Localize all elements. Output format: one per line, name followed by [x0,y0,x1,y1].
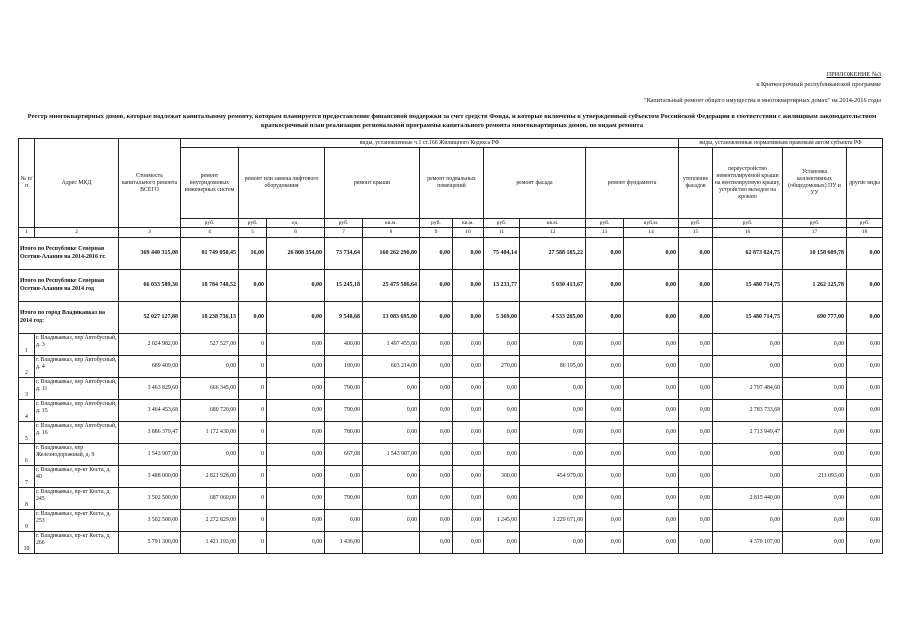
row-value-cell: 0,00 [679,334,713,356]
row-value-cell: 0,00 [783,510,847,532]
row-value-cell: 0,00 [783,356,847,378]
col-address-header: Адрес МКД [35,139,119,228]
row-value-cell: 0,00 [420,532,453,554]
row-address: г. Владикавказ, пр-кт Коста, д. 253 [35,510,119,532]
unit-cell: руб. [586,219,624,228]
row-number: 6 [19,444,35,466]
row-value-cell: 0,00 [420,356,453,378]
total-value-cell: 18 784 748,52 [181,270,239,302]
row-value-cell: 0,00 [847,356,883,378]
column-number-cell: 14 [624,228,679,238]
row-value-cell: 1 543 907,00 [119,444,181,466]
table-row [19,334,883,356]
total-value-cell: 26 808 354,00 [267,238,325,270]
unit-cell: руб. [181,219,239,228]
total-value-cell: 0,00 [847,302,883,334]
row-value-cell: 0,00 [363,378,420,400]
row-number: 8 [19,488,35,510]
row-value-cell: 1 436,00 [325,532,363,554]
column-number-cell: 15 [679,228,713,238]
row-value-cell: 689 409,00 [119,356,181,378]
row-value-cell: 0,00 [520,378,586,400]
row-value-cell: 0,00 [586,356,624,378]
unit-cell: руб. [325,219,363,228]
unit-cell: руб. [847,219,883,228]
unit-cell: руб. [420,219,453,228]
total-value-cell: 0,00 [624,238,679,270]
total-value-cell: 25 475 586,64 [363,270,420,302]
row-value-cell: 4 370 107,00 [713,532,783,554]
row-value-cell: 0,00 [847,444,883,466]
document-title: Реестр многоквартирных домов, которые подлежат капитальному ремонту, которым планируется предоставление финансовой поддержки за счет средств Фонда, и которые включены в утвержденный субъектом Российской Федерации в соответствии с жилищным законодательством краткосрочный план реализации региональной программы капитального ремонта многоквартирных домов, по видам ремонта [27,113,877,129]
column-number-cell: 5 [239,228,267,238]
total-label: Итого по город Владикавказ на 2014 год: [19,302,119,334]
row-value-cell: 0,00 [484,488,520,510]
row-value-cell: 0,00 [181,356,239,378]
row-value-cell: 0,00 [847,532,883,554]
row-value-cell: 0,00 [847,422,883,444]
row-value-cell: 667,08 [325,444,363,466]
table-row [19,422,883,444]
row-value-cell: 0,00 [520,334,586,356]
row-address: г. Владикавказ, пр-кт Коста, д. 245 [35,488,119,510]
row-value-cell: 0,00 [713,334,783,356]
col-insulation-header: утепление фасадов [679,148,713,219]
row-value-cell: 790,00 [325,400,363,422]
table-row [19,400,883,422]
row-value-cell: 0,00 [267,488,325,510]
total-value-cell: 0,00 [847,238,883,270]
row-value-cell: 0,00 [363,488,420,510]
row-address: г. Владикавказ, пер Железнодорожный, д. 9 [35,444,119,466]
row-value-cell [363,532,420,554]
row-value-cell: 0,00 [325,510,363,532]
row-value-cell: 0,00 [679,532,713,554]
row-value-cell: 1 421 193,00 [181,532,239,554]
row-value-cell: 0,00 [783,444,847,466]
unit-cell: руб. [713,219,783,228]
row-value-cell: 0,00 [847,400,883,422]
row-value-cell: 2 815 440,00 [713,488,783,510]
row-value-cell: 190,00 [325,356,363,378]
row-value-cell: 0 [239,488,267,510]
total-value-cell: 0,00 [453,302,484,334]
unit-cell: куб.м. [624,219,679,228]
row-value-cell: 0,00 [453,422,484,444]
row-value-cell: 0 [239,466,267,488]
row-value-cell: 3 464 453,68 [119,400,181,422]
row-number: 1 [19,334,35,356]
row-value-cell: 0 [239,356,267,378]
total-value-cell: 75 404,14 [484,238,520,270]
row-value-cell: 454 979,00 [520,466,586,488]
total-value-cell: 73 734,64 [325,238,363,270]
row-value-cell: 1 172 430,00 [181,422,239,444]
row-value-cell: 0,00 [624,400,679,422]
total-value-cell: 52 027 127,88 [119,302,181,334]
row-value-cell: 2 024 982,00 [119,334,181,356]
row-value-cell: 0,00 [484,400,520,422]
row-value-cell: 0,00 [847,510,883,532]
row-number: 9 [19,510,35,532]
total-value-cell: 9 548,68 [325,302,363,334]
total-value-cell: 0,00 [679,270,713,302]
table-row [19,444,883,466]
row-value-cell: 0,00 [679,510,713,532]
col-cost-header: Стоимость капитального ремонта ВСЕГО [119,139,181,228]
row-number: 5 [19,422,35,444]
row-value-cell: 0,00 [453,466,484,488]
row-value-cell: 0,00 [624,378,679,400]
column-number-cell: 10 [453,228,484,238]
column-number-cell: 8 [363,228,420,238]
row-value-cell: 0,00 [520,488,586,510]
row-number: 7 [19,466,35,488]
group-main-header: виды, установленные ч.1 ст.166 Жилищного Кодекса РФ [181,139,679,148]
unit-cell: руб. [484,219,520,228]
total-value-cell: 369 440 315,08 [119,238,181,270]
row-value-cell: 3 886 379,47 [119,422,181,444]
row-value-cell: 0,00 [453,444,484,466]
total-value-cell: 1 262 125,78 [783,270,847,302]
total-value-cell: 0,00 [847,270,883,302]
row-value-cell: 1 497 455,00 [363,334,420,356]
total-value-cell: 0,00 [586,270,624,302]
col-facade-header: ремонт фасада [484,148,586,219]
column-number-cell: 13 [586,228,624,238]
row-value-cell: 0,00 [713,510,783,532]
column-number-cell: 3 [119,228,181,238]
row-value-cell: 0,00 [267,466,325,488]
total-value-cell: 13 233,77 [484,270,520,302]
row-value-cell: 0,00 [484,334,520,356]
row-value-cell: 0,00 [679,422,713,444]
total-value-cell: 160 262 290,80 [363,238,420,270]
row-value-cell: 0,00 [484,378,520,400]
row-value-cell: 86 195,00 [520,356,586,378]
row-number: 10 [19,532,35,554]
row-value-cell: 0,00 [713,466,783,488]
row-value-cell: 0,00 [586,510,624,532]
column-number-cell: 17 [783,228,847,238]
column-number-cell: 1 [19,228,35,238]
row-value-cell: 0,00 [420,378,453,400]
row-value-cell: 0,00 [267,444,325,466]
total-value-cell: 0,00 [267,270,325,302]
row-number: 2 [19,356,35,378]
total-value-cell: 0,00 [453,270,484,302]
column-number-cell: 12 [520,228,586,238]
row-value-cell: 0,00 [325,466,363,488]
row-value-cell: 0 [239,378,267,400]
row-value-cell: 0,00 [181,444,239,466]
row-value-cell: 0,00 [847,466,883,488]
total-value-cell: 27 588 185,22 [520,238,586,270]
total-label: Итого по Республике Северная Осетия-Алания на 2014-2016 гг. [19,238,119,270]
row-value-cell: 687 060,00 [181,488,239,510]
total-value-cell: 81 749 050,45 [181,238,239,270]
row-value-cell: 0,00 [520,422,586,444]
row-value-cell: 0 [239,532,267,554]
table-row [19,532,883,554]
row-value-cell: 270,00 [484,356,520,378]
column-number-cell: 16 [713,228,783,238]
row-value-cell: 0,00 [624,510,679,532]
row-value-cell: 666 345,00 [181,378,239,400]
row-value-cell: 0,00 [713,444,783,466]
unit-cell: ед. [267,219,325,228]
row-address: г. Владикавказ, пер Автобусный, д. 16 [35,422,119,444]
row-value-cell: 0,00 [453,356,484,378]
total-value-cell: 690 777,00 [783,302,847,334]
total-value-cell: 0,00 [679,238,713,270]
table-row [19,510,883,532]
total-value-cell: 0,00 [267,302,325,334]
row-value-cell: 0,00 [453,488,484,510]
column-number-cell: 4 [181,228,239,238]
row-value-cell: 0,00 [267,378,325,400]
table-row [19,356,883,378]
table-body [19,238,883,554]
row-value-cell: 0,00 [520,532,586,554]
total-value-cell: 0,00 [239,270,267,302]
col-basement-header: ремонт подвальных помещений [420,148,484,219]
table-row [19,466,883,488]
row-value-cell: 0,00 [420,466,453,488]
row-value-cell: 0 [239,334,267,356]
row-value-cell: 0,00 [679,488,713,510]
row-address: г. Владикавказ, пер Автобусный, д. 15 [35,400,119,422]
row-value-cell: 0,00 [267,422,325,444]
row-value-cell: 790,00 [325,378,363,400]
total-value-cell: 0,00 [420,302,453,334]
unit-cell: кв.м. [520,219,586,228]
total-value-cell: 13 083 695,00 [363,302,420,334]
total-row [19,270,883,302]
row-value-cell: 0,00 [420,400,453,422]
column-number-cell: 18 [847,228,883,238]
row-value-cell: 0,00 [624,356,679,378]
row-value-cell: 2 272 829,00 [181,510,239,532]
row-value-cell: 0,00 [847,334,883,356]
row-value-cell: 0,00 [783,422,847,444]
row-value-cell: 0,00 [267,356,325,378]
row-value-cell: 0,00 [679,444,713,466]
total-value-cell: 66 033 589,36 [119,270,181,302]
row-number: 4 [19,400,35,422]
row-value-cell: 0 [239,400,267,422]
row-value-cell: 0,00 [420,510,453,532]
unit-cell: кв.м. [453,219,484,228]
row-value-cell: 0,00 [420,444,453,466]
row-value-cell: 0,00 [586,532,624,554]
total-value-cell: 15 480 714,75 [713,270,783,302]
column-number-cell: 9 [420,228,453,238]
row-value-cell: 0,00 [847,378,883,400]
row-value-cell: 0,00 [586,400,624,422]
row-value-cell: 2 797 484,60 [713,378,783,400]
unit-cell: кв.м. [363,219,420,228]
total-value-cell: 62 873 824,75 [713,238,783,270]
row-address: г. Владикавказ, пр-кт Коста, д. 266 [35,532,119,554]
row-value-cell: 400,00 [325,334,363,356]
total-row [19,238,883,270]
row-value-cell: 0,00 [624,422,679,444]
total-value-cell: 5 369,00 [484,302,520,334]
row-value-cell: 3 502 500,00 [119,488,181,510]
row-value-cell: 0,00 [484,422,520,444]
row-value-cell: 0,00 [586,422,624,444]
row-address: г. Владикавказ, пр-кт Коста, д. 40 [35,466,119,488]
row-value-cell: 2 821 928,00 [181,466,239,488]
total-value-cell: 0,00 [679,302,713,334]
total-value-cell: 18 238 736,13 [181,302,239,334]
row-value-cell: 0,00 [453,510,484,532]
row-value-cell: 603 214,00 [363,356,420,378]
total-value-cell: 10 158 609,78 [783,238,847,270]
row-value-cell: 0,00 [363,510,420,532]
row-value-cell: 0,00 [624,444,679,466]
row-value-cell: 0,00 [679,356,713,378]
total-value-cell: 0,00 [453,238,484,270]
row-value-cell: 0,00 [847,488,883,510]
col-roof-header: ремонт крыши [325,148,420,219]
row-value-cell: 0,00 [586,444,624,466]
col-redesign-header: переустройство невентилируемой крыши на вентилируемую крышу, устройство выходов на кровлю [713,148,783,219]
column-number-cell: 7 [325,228,363,238]
row-value-cell: 0,00 [679,400,713,422]
row-value-cell: 0,00 [453,378,484,400]
row-value-cell: 0,00 [420,488,453,510]
row-value-cell: 0 [239,444,267,466]
row-value-cell: 0,00 [453,334,484,356]
row-value-cell: 1 543 907,00 [363,444,420,466]
total-value-cell: 0,00 [586,302,624,334]
row-value-cell: 300,00 [484,466,520,488]
row-value-cell: 0,00 [783,532,847,554]
row-value-cell: 3 463 829,60 [119,378,181,400]
col-no-header: № п/п [19,139,35,228]
row-value-cell: 0,00 [783,334,847,356]
total-value-cell: 4 533 205,00 [520,302,586,334]
col-foundation-header: ремонт фундамента [586,148,679,219]
row-value-cell: 0,00 [420,334,453,356]
row-value-cell: 0,00 [586,334,624,356]
row-value-cell: 0,00 [679,466,713,488]
group-extra-header: виды, установленные нормативным правовым актом субъекта РФ [679,139,883,148]
row-value-cell: 0 [239,510,267,532]
total-value-cell: 15 480 714,75 [713,302,783,334]
row-value-cell: 0,00 [783,400,847,422]
row-value-cell: 3 502 500,00 [119,510,181,532]
registry-table [18,138,883,554]
row-value-cell: 0,00 [267,510,325,532]
row-value-cell: 0,00 [484,444,520,466]
row-value-cell: 780,00 [325,422,363,444]
row-value-cell: 0,00 [624,488,679,510]
row-value-cell: 211 093,00 [783,466,847,488]
row-address: г. Владикавказ, пер Автобусный, д. 3 [35,334,119,356]
col-engineering-header: ремонт внутридомовых инженерных систем [181,148,239,219]
row-value-cell: 0,00 [453,532,484,554]
row-value-cell: 5 791 300,00 [119,532,181,554]
column-number-cell: 6 [267,228,325,238]
row-value-cell: 2 783 733,68 [713,400,783,422]
table-row [19,378,883,400]
row-value-cell: 0 [239,422,267,444]
row-value-cell: 0,00 [267,400,325,422]
appendix-title: ПРИЛОЖЕНИЕ №3 [826,71,881,78]
row-value-cell: 0,00 [363,400,420,422]
row-value-cell: 0,00 [363,422,420,444]
row-value-cell: 0,00 [679,378,713,400]
row-value-cell: 0,00 [713,356,783,378]
row-value-cell: 1 245,00 [484,510,520,532]
total-value-cell: 15 245,18 [325,270,363,302]
row-value-cell: 1 229 671,00 [520,510,586,532]
row-value-cell: 0,00 [586,378,624,400]
total-value-cell: 0,00 [624,270,679,302]
row-number: 3 [19,378,35,400]
total-label: Итого по Республике Северная Осетия-Алания на 2014 год [19,270,119,302]
unit-cell: руб. [783,219,847,228]
total-value-cell: 0,00 [586,238,624,270]
row-value-cell: 0,00 [624,532,679,554]
total-value-cell: 0,00 [624,302,679,334]
total-value-cell: 0,00 [239,302,267,334]
row-value-cell: 680 720,00 [181,400,239,422]
total-row [19,302,883,334]
column-number-cell: 2 [35,228,119,238]
row-value-cell: 0,00 [267,334,325,356]
unit-cell: руб. [679,219,713,228]
unit-cell: руб. [239,219,267,228]
appendix-subtitle: к Краткосрочный республиканской программе [756,81,881,88]
table-row [19,488,883,510]
row-address: г. Владикавказ, пер Автобусный, д. 4 [35,356,119,378]
col-other-header: другие виды [847,148,883,219]
total-value-cell: 0,00 [420,238,453,270]
row-value-cell: 527 527,00 [181,334,239,356]
row-value-cell: 790,00 [325,488,363,510]
row-value-cell: 0,00 [624,334,679,356]
row-value-cell: 0,00 [484,532,520,554]
row-value-cell: 0,00 [520,400,586,422]
row-address: г. Владикавказ, пер Автобусный, д. 11 [35,378,119,400]
row-value-cell: 0,00 [624,466,679,488]
row-value-cell: 0,00 [453,400,484,422]
row-value-cell: 0,00 [420,422,453,444]
total-value-cell: 16,00 [239,238,267,270]
total-value-cell: 5 030 413,67 [520,270,586,302]
row-value-cell: 0,00 [783,488,847,510]
row-value-cell: 0,00 [363,466,420,488]
program-name: "Капитальный ремонт общего имущества в многоквартирных домах" на 2014-2016 годы [643,97,881,104]
row-value-cell: 0,00 [267,532,325,554]
row-value-cell: 0,00 [783,378,847,400]
col-meters-header: Установка коллективных (общедомовых) ПУ и УУ [783,148,847,219]
row-value-cell: 0,00 [520,444,586,466]
row-value-cell: 0,00 [586,466,624,488]
total-value-cell: 0,00 [420,270,453,302]
row-value-cell: 0,00 [586,488,624,510]
row-value-cell: 3 488 000,00 [119,466,181,488]
row-value-cell: 2 713 949,47 [713,422,783,444]
column-number-cell: 11 [484,228,520,238]
col-elevator-header: ремонт или замена лифтового оборудования [239,148,325,219]
column-numbers-row [19,228,883,238]
